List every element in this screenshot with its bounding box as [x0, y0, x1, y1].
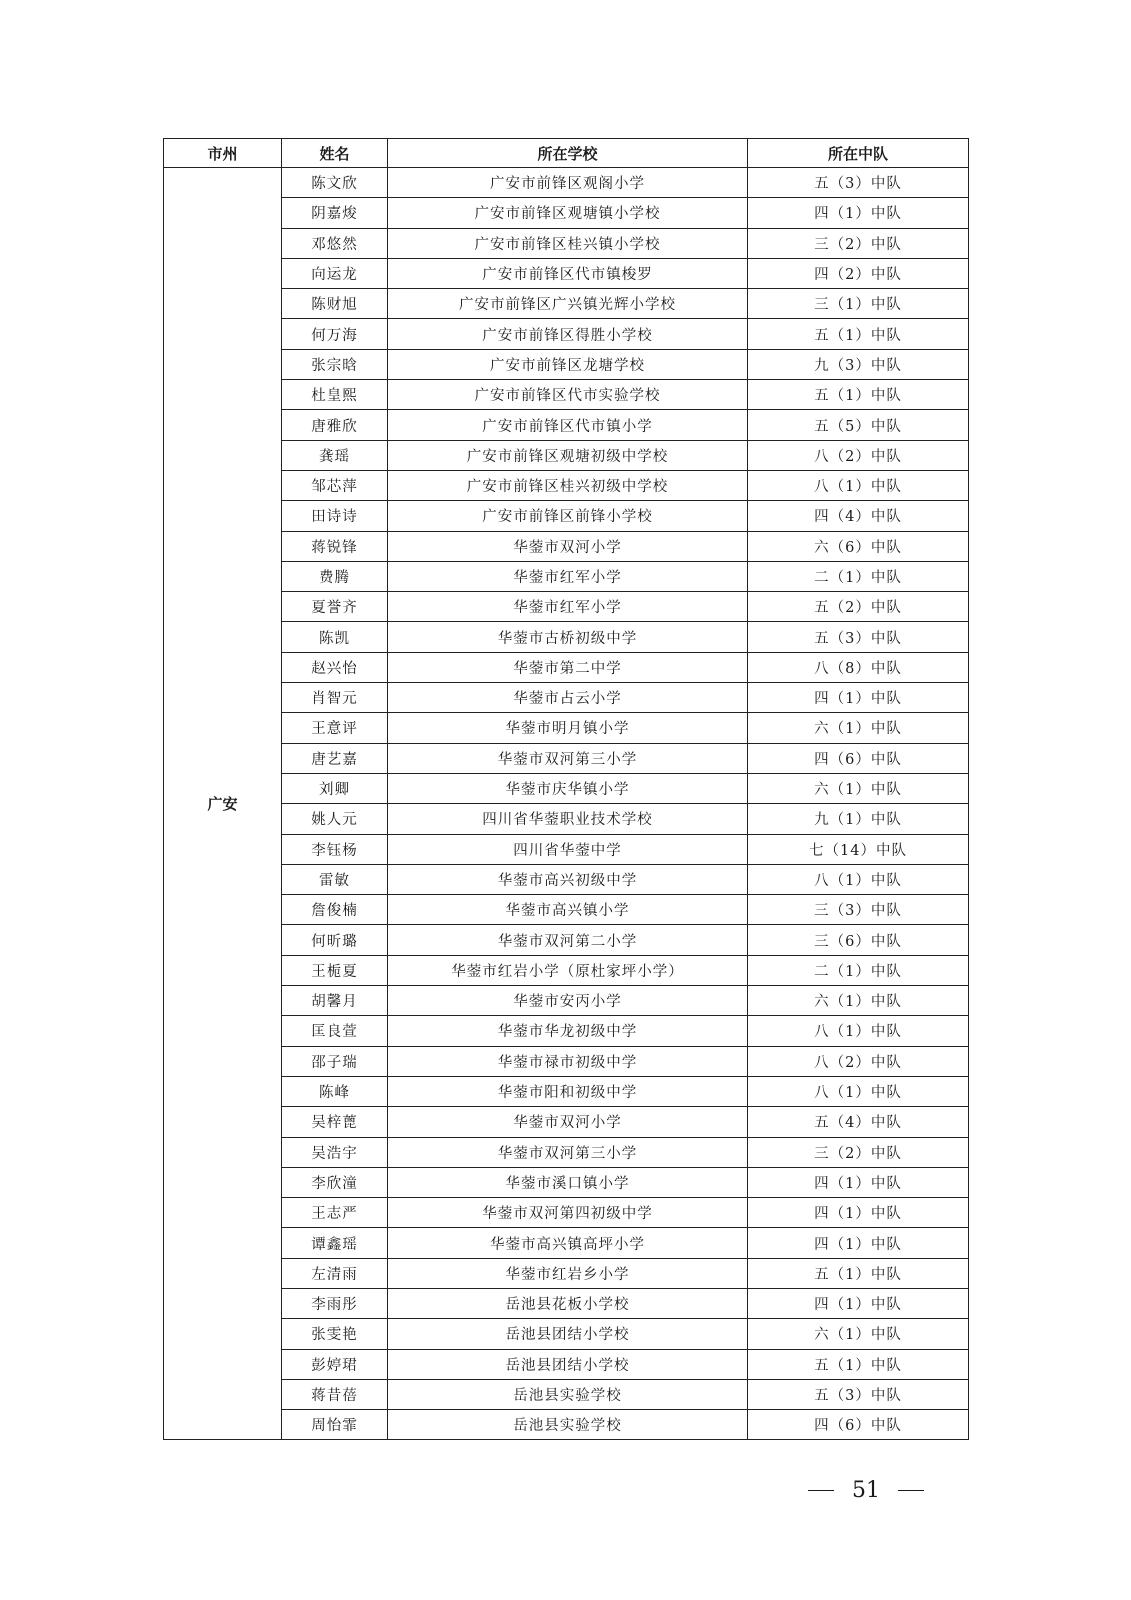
- name-cell: 匡良萱: [282, 1016, 388, 1046]
- squad-cell: 四（6）中队: [748, 1410, 969, 1440]
- table-row: [164, 1228, 969, 1258]
- school-cell: 华蓥市红岩乡小学: [388, 1258, 748, 1288]
- school-cell: 岳池县团结小学校: [388, 1319, 748, 1349]
- school-cell: 华蓥市双河小学: [388, 1107, 748, 1137]
- name-cell: 肖智元: [282, 683, 388, 713]
- squad-cell: 五（2）中队: [748, 592, 969, 622]
- table-row: [164, 1107, 969, 1137]
- name-cell: 蒋锐锋: [282, 531, 388, 561]
- table-row: [164, 713, 969, 743]
- squad-cell: 四（4）中队: [748, 501, 969, 531]
- squad-cell: 六（1）中队: [748, 713, 969, 743]
- roster-table: [163, 138, 969, 1440]
- table-row: [164, 440, 969, 470]
- table-row: [164, 1167, 969, 1197]
- table-row: [164, 198, 969, 228]
- school-cell: 岳池县实验学校: [388, 1410, 748, 1440]
- table-row: [164, 955, 969, 985]
- table-row: [164, 1198, 969, 1228]
- school-cell: 广安市前锋区得胜小学校: [388, 319, 748, 349]
- school-cell: 华蓥市明月镇小学: [388, 713, 748, 743]
- table-row: [164, 470, 969, 500]
- school-cell: 广安市前锋区龙塘学校: [388, 349, 748, 379]
- table-row: [164, 380, 969, 410]
- squad-cell: 四（6）中队: [748, 743, 969, 773]
- school-cell: 华蓥市禄市初级中学: [388, 1046, 748, 1076]
- school-cell: 华蓥市双河第四初级中学: [388, 1198, 748, 1228]
- school-cell: 华蓥市高兴初级中学: [388, 864, 748, 894]
- name-cell: 杜皇熙: [282, 380, 388, 410]
- table-row: [164, 743, 969, 773]
- table-row: [164, 1410, 969, 1440]
- name-cell: 雷敏: [282, 864, 388, 894]
- school-cell: 广安市前锋区广兴镇光辉小学校: [388, 289, 748, 319]
- squad-cell: 九（1）中队: [748, 804, 969, 834]
- squad-cell: 八（1）中队: [748, 1076, 969, 1106]
- table-row: [164, 773, 969, 803]
- name-cell: 陈凯: [282, 622, 388, 652]
- name-cell: 何昕璐: [282, 925, 388, 955]
- squad-cell: 八（1）中队: [748, 1016, 969, 1046]
- name-cell: 谭鑫瑶: [282, 1228, 388, 1258]
- name-cell: 姚人元: [282, 804, 388, 834]
- squad-cell: 四（1）中队: [748, 1167, 969, 1197]
- squad-cell: 八（8）中队: [748, 652, 969, 682]
- table-row: [164, 1076, 969, 1106]
- squad-cell: 三（6）中队: [748, 925, 969, 955]
- squad-cell: 三（3）中队: [748, 895, 969, 925]
- table-row: [164, 531, 969, 561]
- page-number: 51: [852, 1478, 880, 1503]
- school-cell: 华蓥市安丙小学: [388, 986, 748, 1016]
- table-row: [164, 652, 969, 682]
- school-cell: 华蓥市第二中学: [388, 652, 748, 682]
- school-cell: 广安市前锋区前锋小学校: [388, 501, 748, 531]
- school-cell: 广安市前锋区观塘初级中学校: [388, 440, 748, 470]
- squad-cell: 五（1）中队: [748, 380, 969, 410]
- name-cell: 詹俊楠: [282, 895, 388, 925]
- table-row: [164, 1046, 969, 1076]
- name-cell: 田诗诗: [282, 501, 388, 531]
- name-cell: 王志严: [282, 1198, 388, 1228]
- school-cell: 广安市前锋区代市镇梭罗: [388, 258, 748, 288]
- squad-cell: 八（1）中队: [748, 864, 969, 894]
- school-cell: 华蓥市阳和初级中学: [388, 1076, 748, 1106]
- table-row: [164, 986, 969, 1016]
- school-cell: 华蓥市高兴镇小学: [388, 895, 748, 925]
- name-cell: 龚瑶: [282, 440, 388, 470]
- school-cell: 广安市前锋区观塘镇小学校: [388, 198, 748, 228]
- footer-dash-left: [808, 1490, 834, 1491]
- school-cell: 华蓥市华龙初级中学: [388, 1016, 748, 1046]
- squad-cell: 六（6）中队: [748, 531, 969, 561]
- squad-cell: 二（1）中队: [748, 561, 969, 591]
- squad-cell: 五（1）中队: [748, 319, 969, 349]
- name-cell: 何万海: [282, 319, 388, 349]
- squad-cell: 四（1）中队: [748, 198, 969, 228]
- school-cell: 华蓥市古桥初级中学: [388, 622, 748, 652]
- name-cell: 李钰杨: [282, 834, 388, 864]
- name-cell: 李欣潼: [282, 1167, 388, 1197]
- table-row: [164, 1258, 969, 1288]
- school-cell: 广安市前锋区代市镇小学: [388, 410, 748, 440]
- name-cell: 周怡霏: [282, 1410, 388, 1440]
- name-cell: 王意评: [282, 713, 388, 743]
- squad-cell: 四（1）中队: [748, 1288, 969, 1318]
- table-body: [164, 168, 969, 1440]
- name-cell: 赵兴怡: [282, 652, 388, 682]
- school-cell: 岳池县花板小学校: [388, 1288, 748, 1318]
- table-row: [164, 168, 969, 198]
- name-cell: 唐雅欣: [282, 410, 388, 440]
- header-school: 所在学校: [388, 139, 748, 168]
- table-row: [164, 1288, 969, 1318]
- header-city: 市州: [164, 139, 282, 168]
- squad-cell: 八（2）中队: [748, 440, 969, 470]
- table-row: [164, 349, 969, 379]
- name-cell: 邵子瑞: [282, 1046, 388, 1076]
- name-cell: 陈财旭: [282, 289, 388, 319]
- school-cell: 华蓥市占云小学: [388, 683, 748, 713]
- name-cell: 向运龙: [282, 258, 388, 288]
- school-cell: 四川省华蓥职业技术学校: [388, 804, 748, 834]
- school-cell: 四川省华蓥中学: [388, 834, 748, 864]
- squad-cell: 七（14）中队: [748, 834, 969, 864]
- name-cell: 左清雨: [282, 1258, 388, 1288]
- school-cell: 岳池县实验学校: [388, 1379, 748, 1409]
- squad-cell: 五（3）中队: [748, 622, 969, 652]
- table-row: [164, 1016, 969, 1046]
- table-row: [164, 258, 969, 288]
- city-cell: 广安: [164, 168, 282, 1440]
- school-cell: 华蓥市红军小学: [388, 592, 748, 622]
- squad-cell: 五（4）中队: [748, 1107, 969, 1137]
- table-row: [164, 561, 969, 591]
- squad-cell: 四（1）中队: [748, 683, 969, 713]
- school-cell: 华蓥市溪口镇小学: [388, 1167, 748, 1197]
- name-cell: 夏誉齐: [282, 592, 388, 622]
- squad-cell: 五（1）中队: [748, 1258, 969, 1288]
- school-cell: 华蓥市双河第三小学: [388, 1137, 748, 1167]
- name-cell: 蒋昔蓓: [282, 1379, 388, 1409]
- name-cell: 邓悠然: [282, 228, 388, 258]
- squad-cell: 六（1）中队: [748, 986, 969, 1016]
- name-cell: 费腾: [282, 561, 388, 591]
- table-row: [164, 895, 969, 925]
- name-cell: 陈文欣: [282, 168, 388, 198]
- table-row: [164, 834, 969, 864]
- school-cell: 广安市前锋区桂兴初级中学校: [388, 470, 748, 500]
- table-row: [164, 925, 969, 955]
- table-row: [164, 1319, 969, 1349]
- page-footer: [808, 1478, 924, 1503]
- squad-cell: 六（1）中队: [748, 773, 969, 803]
- squad-cell: 八（1）中队: [748, 470, 969, 500]
- name-cell: 唐艺嘉: [282, 743, 388, 773]
- squad-cell: 三（2）中队: [748, 228, 969, 258]
- squad-cell: 五（1）中队: [748, 1349, 969, 1379]
- footer-dash-right: [898, 1490, 924, 1491]
- header-row: [164, 139, 969, 168]
- squad-cell: 八（2）中队: [748, 1046, 969, 1076]
- name-cell: 李雨彤: [282, 1288, 388, 1318]
- name-cell: 刘卿: [282, 773, 388, 803]
- header-squad: 所在中队: [748, 139, 969, 168]
- school-cell: 岳池县团结小学校: [388, 1349, 748, 1379]
- school-cell: 华蓥市双河第二小学: [388, 925, 748, 955]
- name-cell: 胡馨月: [282, 986, 388, 1016]
- squad-cell: 五（5）中队: [748, 410, 969, 440]
- table-row: [164, 622, 969, 652]
- table-row: [164, 319, 969, 349]
- table-header: [164, 139, 969, 168]
- table-row: [164, 1379, 969, 1409]
- table-row: [164, 804, 969, 834]
- school-cell: 华蓥市双河第三小学: [388, 743, 748, 773]
- table-row: [164, 683, 969, 713]
- squad-cell: 六（1）中队: [748, 1319, 969, 1349]
- school-cell: 华蓥市双河小学: [388, 531, 748, 561]
- squad-cell: 三（2）中队: [748, 1137, 969, 1167]
- name-cell: 陈峰: [282, 1076, 388, 1106]
- name-cell: 吴浩宇: [282, 1137, 388, 1167]
- table-row: [164, 1137, 969, 1167]
- name-cell: 张宗晗: [282, 349, 388, 379]
- school-cell: 华蓥市红军小学: [388, 561, 748, 591]
- squad-cell: 五（3）中队: [748, 168, 969, 198]
- name-cell: 王栀夏: [282, 955, 388, 985]
- header-name: 姓名: [282, 139, 388, 168]
- squad-cell: 五（3）中队: [748, 1379, 969, 1409]
- table-row: [164, 289, 969, 319]
- school-cell: 华蓥市高兴镇高坪小学: [388, 1228, 748, 1258]
- name-cell: 邹芯萍: [282, 470, 388, 500]
- table-row: [164, 592, 969, 622]
- school-cell: 华蓥市红岩小学（原杜家坪小学）: [388, 955, 748, 985]
- school-cell: 广安市前锋区观阁小学: [388, 168, 748, 198]
- table-row: [164, 501, 969, 531]
- name-cell: 阴嘉焌: [282, 198, 388, 228]
- squad-cell: 二（1）中队: [748, 955, 969, 985]
- name-cell: 张雯艳: [282, 1319, 388, 1349]
- squad-cell: 四（1）中队: [748, 1228, 969, 1258]
- school-cell: 广安市前锋区桂兴镇小学校: [388, 228, 748, 258]
- name-cell: 彭婷珺: [282, 1349, 388, 1379]
- table-row: [164, 1349, 969, 1379]
- squad-cell: 三（1）中队: [748, 289, 969, 319]
- table-row: [164, 410, 969, 440]
- school-cell: 广安市前锋区代市实验学校: [388, 380, 748, 410]
- table-row: [164, 228, 969, 258]
- squad-cell: 四（2）中队: [748, 258, 969, 288]
- school-cell: 华蓥市庆华镇小学: [388, 773, 748, 803]
- squad-cell: 九（3）中队: [748, 349, 969, 379]
- name-cell: 吴梓蓖: [282, 1107, 388, 1137]
- squad-cell: 四（1）中队: [748, 1198, 969, 1228]
- table-row: [164, 864, 969, 894]
